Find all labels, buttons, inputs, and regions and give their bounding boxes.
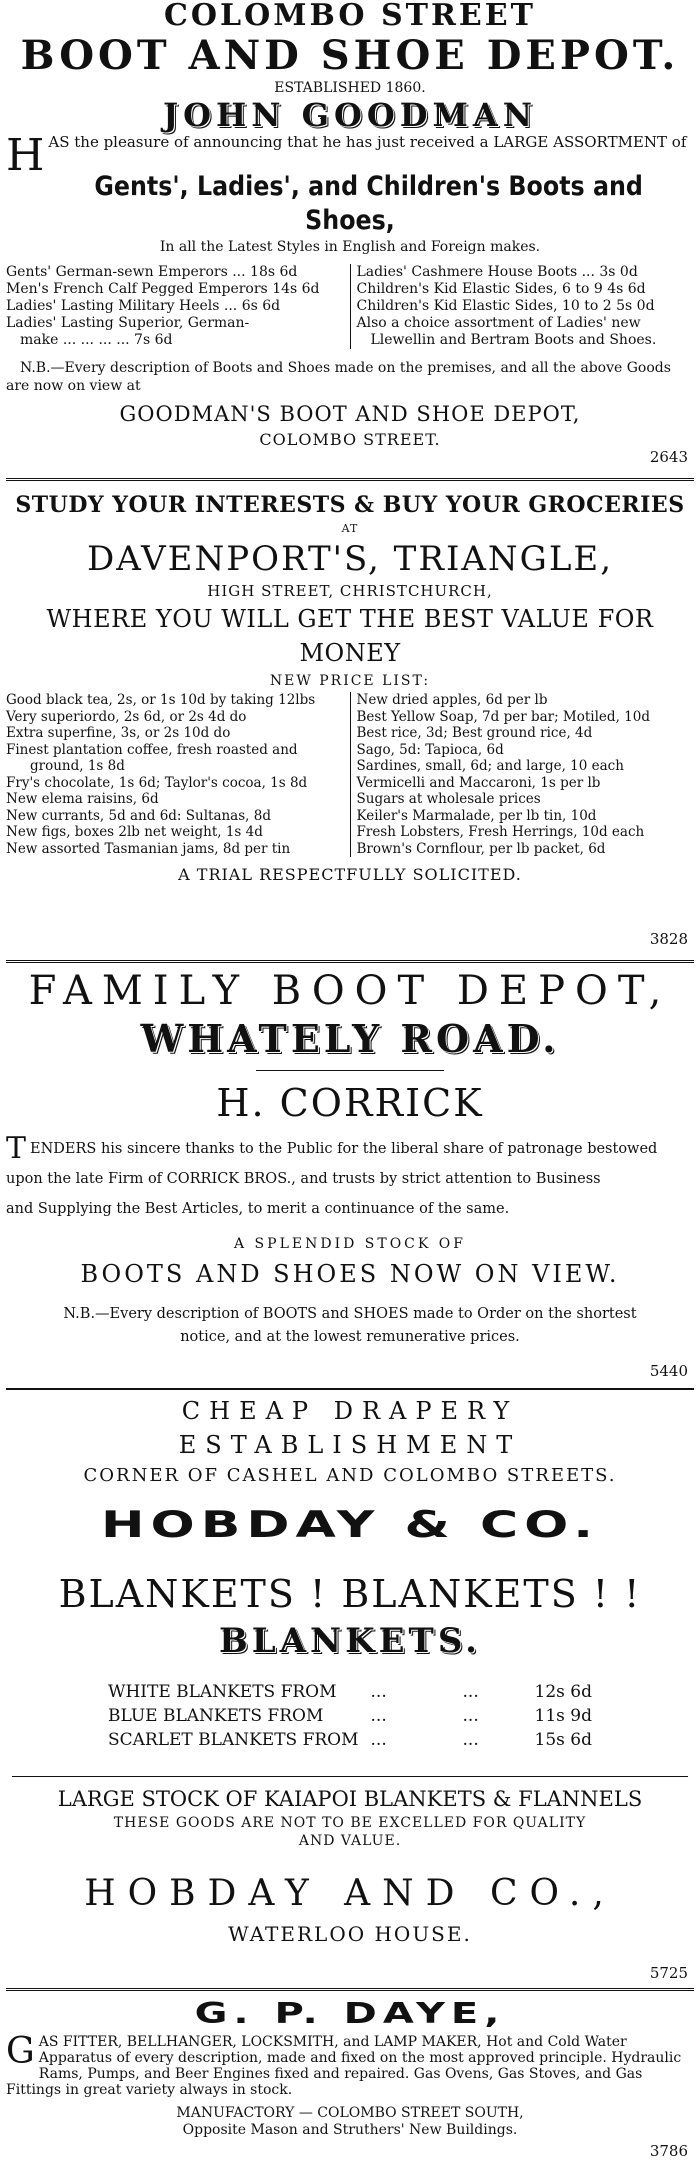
leader-dots: ... [370, 1706, 387, 1726]
list-item: Best Yellow Soap, 7d per bar; Motiled, 10d [356, 708, 650, 725]
divider [6, 478, 694, 481]
hobday-advertisement [6, 1394, 694, 1982]
list-item: Sardines, small, 6d; and large, 10 each [356, 758, 624, 774]
list-item: Very superiordo, 2s 6d, or 2s 4d do [6, 708, 247, 725]
list-item: Also a choice assortment of Ladies' new [356, 315, 641, 331]
item-price: 15s 6d [534, 1730, 592, 1750]
divider [6, 1988, 694, 1991]
ad-headline: CHEAP DRAPERY ESTABLISHMENT [178, 1397, 522, 1459]
ad-headline: COLOMBO STREET [164, 0, 536, 33]
ad-reference-number: 5440 [649, 1362, 688, 1380]
grocery-price-list [6, 692, 694, 857]
list-item: Ladies' Lasting Military Heels ... 6s 6d [6, 298, 281, 314]
drop-cap: G [6, 2031, 35, 2072]
price-list-right [350, 264, 695, 349]
goodman-advertisement [6, 0, 694, 466]
firm-name: HOBDAY AND CO., [84, 1873, 616, 1914]
price-list-right [350, 692, 695, 857]
item-name: SCARLET BLANKETS FROM [107, 1730, 359, 1750]
intro-text: AS the pleasure of announcing that he has just received a LARGE ASSORTMENT of [48, 133, 687, 151]
leader-dots: ... [370, 1730, 387, 1750]
item-price: 12s 6d [534, 1682, 592, 1702]
manufactory-address: Opposite Mason and Struthers' New Buildings. [182, 2122, 518, 2138]
slogan: WHERE YOU WILL GET THE BEST VALUE FOR MONEY [46, 605, 654, 667]
divider [12, 1776, 688, 1777]
leader-dots: ... [370, 1682, 387, 1702]
body-paragraph [6, 1131, 694, 1224]
list-item: New dried apples, 6d per lb [356, 692, 548, 708]
list-item: New currants, 5d and 6d: Sultanas, 8d [6, 807, 271, 824]
list-item: Sago, 5d: Tapioca, 6d [356, 741, 504, 758]
list-item: New elema raisins, 6d [6, 791, 159, 807]
list-item: New assorted Tasmanian jams, 8d per tin [6, 840, 291, 857]
blankets-subheadline: BLANKETS. [218, 1621, 482, 1661]
ad-headline: STUDY YOUR INTERESTS & BUY YOUR GROCERIES [15, 492, 685, 518]
list-item: Sugars at wholesale prices [356, 791, 541, 807]
davenport-advertisement [6, 490, 694, 948]
nb-note-line1: N.B.—Every description of BOOTS and SHOES made to Order on the shortest [63, 1306, 637, 1322]
quality-line2: AND VALUE. [298, 1833, 402, 1849]
list-item: Children's Kid Elastic Sides, 10 to 2 5s 0d [356, 298, 655, 314]
daye-advertisement [6, 1994, 694, 2160]
trial-line: A TRIAL RESPECTFULLY SOLICITED. [178, 865, 522, 884]
nb-note-line2: notice, and at the lowest remunerative prices. [180, 1329, 520, 1345]
body-text: and Supplying the Best Articles, to merit a continuance of the same. [6, 1201, 510, 1217]
at-word: AT [341, 522, 359, 535]
stock-line: A SPLENDID STOCK OF [234, 1236, 466, 1252]
proprietor-name: H. CORRICK [216, 1081, 484, 1125]
ad-subheadline: WHATELY ROAD. [140, 1016, 560, 1061]
price-list-left [6, 692, 344, 857]
shop-name: DAVENPORT'S, TRIANGLE, [86, 539, 614, 579]
leader-dots: ... [462, 1706, 479, 1726]
hobday-logo [6, 1490, 694, 1560]
intro-paragraph [6, 130, 694, 181]
list-item: Fry's chocolate, 1s 6d; Taylor's cocoa, 1s 8d [6, 774, 308, 791]
divider [6, 1388, 694, 1390]
item-name: WHITE BLANKETS FROM [107, 1682, 337, 1702]
drop-cap: T [6, 1131, 27, 1166]
leader-dots: ... [462, 1682, 479, 1702]
table-row [102, 1728, 598, 1752]
body-text: ENDERS his sincere thanks to the Public for the liberal share of patronage bestowed [30, 1141, 658, 1157]
proprietor-name: JOHN GOODMAN [163, 96, 537, 134]
kaiapoi-line: LARGE STOCK OF KAIAPOI BLANKETS & FLANNELS [57, 1787, 643, 1811]
list-item: ground, 1s 8d [30, 758, 125, 774]
established-line: ESTABLISHED 1860. [274, 80, 426, 96]
corrick-advertisement [6, 966, 694, 1380]
ad-title: BOOT AND SHOE DEPOT. [20, 32, 680, 79]
logo-text: HOBDAY & CO. [101, 1504, 599, 1546]
ad-reference-number: 3828 [649, 930, 688, 948]
list-item: Keiler's Marmalade, per lb tin, 10d [356, 807, 597, 824]
list-item: Men's French Calf Pegged Emperors 14s 6d [6, 281, 320, 297]
nb-note: N.B.—Every description of Boots and Shoes made on the premises, and all the above Goods are now on view at [6, 360, 671, 394]
product-subheading: In all the Latest Styles in English and Foreign makes. [159, 239, 541, 255]
list-item: make ... ... ... ... 7s 6d [20, 332, 173, 348]
list-item: Finest plantation coffee, fresh roasted and [6, 741, 298, 758]
item-price: 11s 9d [534, 1706, 592, 1726]
list-item: Best rice, 3d; Best ground rice, 4d [356, 725, 593, 741]
daye-logo [6, 1994, 694, 2034]
list-item: Llewellin and Bertram Boots and Shoes. [370, 332, 657, 348]
table-row [102, 1704, 598, 1728]
body-text: AS FITTER, BELLHANGER, LOCKSMITH, and LAMP MAKER, Hot and Cold Water Apparatus of every description, made and fixed on the most approved principle. Hydraulic Rams, Pumps, and Beer Engines fixed and repaired. Gas Ovens, Gas Stoves, and Gas Fittings in great variety always in stock. [6, 2034, 682, 2098]
table-row [102, 1680, 598, 1704]
short-rule [256, 1070, 444, 1071]
ad-reference-number: 3786 [649, 2142, 688, 2160]
list-item: Ladies' Lasting Superior, German- [6, 315, 250, 331]
item-name: BLUE BLANKETS FROM [107, 1706, 324, 1726]
manufactory-line: MANUFACTORY — COLOMBO STREET SOUTH, [176, 2105, 524, 2121]
body-paragraph [6, 2031, 694, 2098]
stock-heading: BOOTS AND SHOES NOW ON VIEW. [80, 1260, 620, 1288]
price-list-heading: NEW PRICE LIST: [269, 673, 431, 689]
leader-dots: ... [462, 1730, 479, 1750]
list-item: Vermicelli and Maccaroni, 1s per lb [356, 774, 601, 791]
list-item: Good black tea, 2s, or 1s 10d by taking 12lbs [6, 692, 316, 708]
drop-cap: H [6, 130, 45, 181]
logo-text: G. P. DAYE, [194, 1997, 506, 2031]
depot-street: COLOMBO STREET. [259, 430, 441, 449]
list-item: Extra superfine, 3s, or 2s 10d do [6, 725, 231, 741]
shop-address: HIGH STREET, CHRISTCHURCH, [207, 582, 493, 600]
list-item: Fresh Lobsters, Fresh Herrings, 10d each [356, 824, 645, 840]
blanket-price-table [102, 1680, 598, 1752]
list-item: Children's Kid Elastic Sides, 6 to 9 4s 6d [356, 281, 646, 297]
list-item: Gents' German-sewn Emperors ... 18s 6d [6, 264, 298, 280]
price-list-left [6, 264, 344, 349]
list-item: New figs, boxes 2lb net weight, 1s 4d [6, 824, 263, 840]
quality-line: THESE GOODS ARE NOT TO BE EXCELLED FOR QUALITY [113, 1815, 587, 1831]
divider [6, 960, 694, 963]
depot-name: GOODMAN'S BOOT AND SHOE DEPOT, [119, 402, 581, 426]
firm-house: WATERLOO HOUSE. [228, 1922, 472, 1946]
product-heading: Gents', Ladies', and Children's Boots and Shoes, [94, 171, 643, 236]
ad-subheadline: CORNER OF CASHEL AND COLOMBO STREETS. [83, 1465, 617, 1486]
blankets-headline: BLANKETS ! BLANKETS ! ! [58, 1572, 642, 1616]
ad-reference-number: 2643 [649, 448, 688, 466]
price-list [6, 264, 694, 349]
ad-headline: FAMILY BOOT DEPOT, [28, 968, 672, 1014]
body-text: upon the late Firm of CORRICK BROS., and trusts by strict attention to Business [6, 1171, 601, 1187]
list-item: Brown's Cornflour, per lb packet, 6d [356, 840, 606, 857]
ad-reference-number: 5725 [649, 1964, 688, 1982]
list-item: Ladies' Cashmere House Boots ... 3s 0d [356, 264, 638, 280]
